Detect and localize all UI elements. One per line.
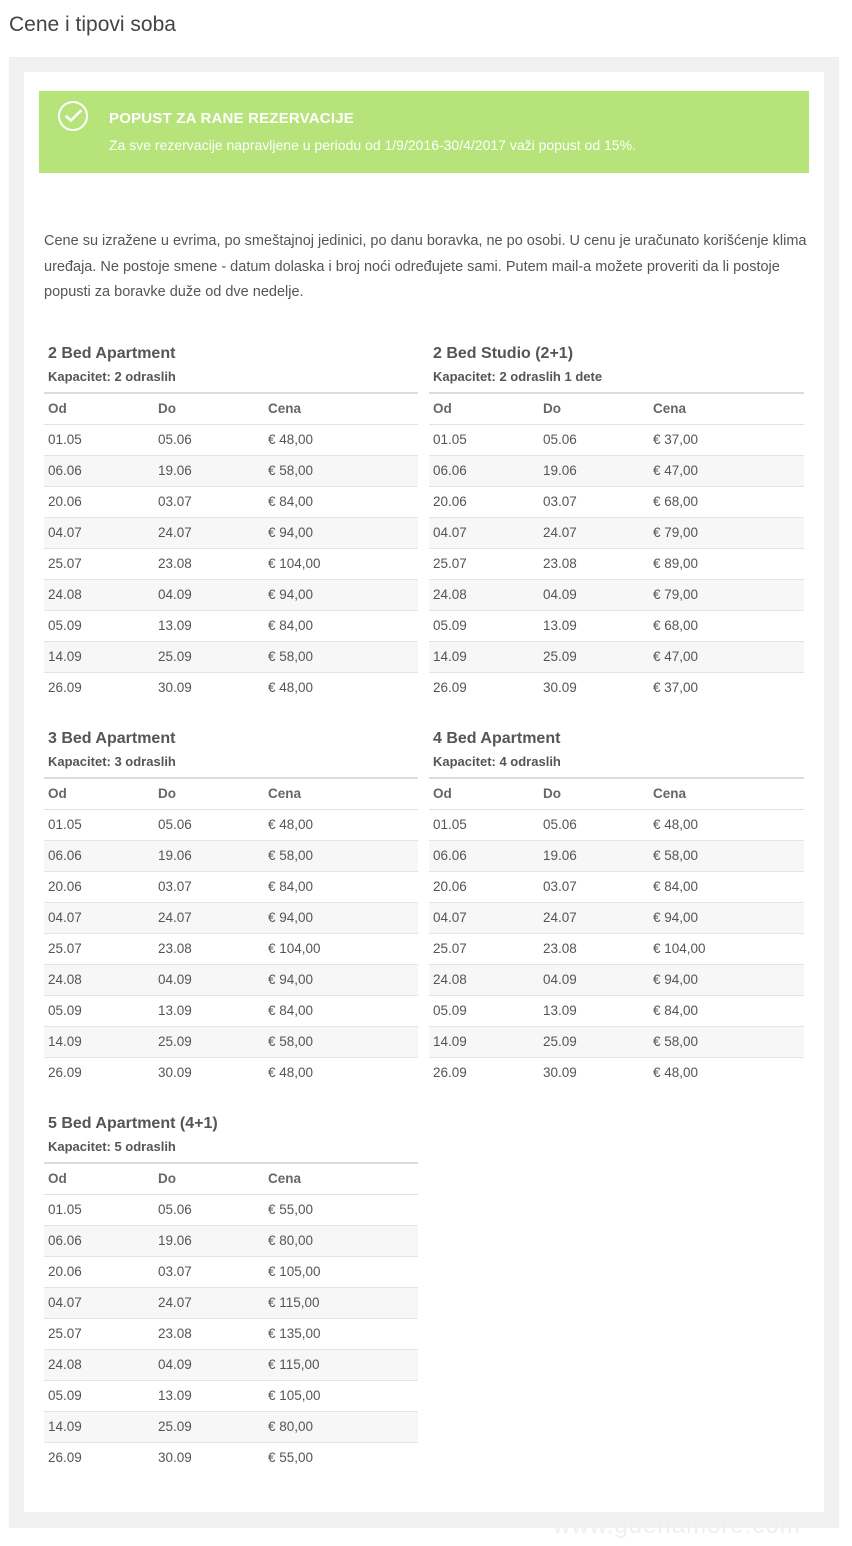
cell-to: 13.09 <box>154 610 264 641</box>
room-capacity: Kapacitet: 2 odraslih 1 dete <box>433 369 603 384</box>
column-header-price: Cena <box>649 393 804 424</box>
cell-to: 03.07 <box>154 871 264 902</box>
cell-price: € 84,00 <box>264 871 418 902</box>
cell-from: 06.06 <box>44 455 154 486</box>
cell-to: 05.06 <box>539 424 649 455</box>
cell-from: 01.05 <box>44 424 154 455</box>
column-header-price: Cena <box>264 1163 418 1194</box>
cell-from: 20.06 <box>429 486 539 517</box>
cell-to: 05.06 <box>154 1194 264 1225</box>
cell-from: 04.07 <box>44 902 154 933</box>
price-table <box>429 777 804 1088</box>
cell-price: € 94,00 <box>264 964 418 995</box>
cell-to: 25.09 <box>154 1411 264 1442</box>
cell-to: 04.09 <box>154 579 264 610</box>
watermark: www.gdenamore.com <box>553 1512 801 1539</box>
table-row <box>44 486 418 517</box>
room-capacity: Kapacitet: 4 odraslih <box>433 754 561 769</box>
cell-to: 24.07 <box>154 1287 264 1318</box>
table-row <box>44 1349 418 1380</box>
cell-price: € 80,00 <box>264 1225 418 1256</box>
cell-price: € 105,00 <box>264 1256 418 1287</box>
cell-to: 13.09 <box>154 995 264 1026</box>
room-4-bed-apartment <box>429 730 804 1090</box>
cell-from: 05.09 <box>44 610 154 641</box>
table-row <box>44 902 418 933</box>
cell-to: 13.09 <box>539 610 649 641</box>
cell-to: 03.07 <box>539 486 649 517</box>
column-header-price: Cena <box>264 393 418 424</box>
cell-price: € 80,00 <box>264 1411 418 1442</box>
cell-from: 14.09 <box>44 1411 154 1442</box>
column-header-from: Od <box>44 393 154 424</box>
cell-to: 13.09 <box>539 995 649 1026</box>
table-row <box>429 517 804 548</box>
cell-to: 25.09 <box>154 1026 264 1057</box>
check-circle-icon <box>58 101 88 131</box>
cell-price: € 58,00 <box>264 455 418 486</box>
cell-price: € 48,00 <box>649 809 804 840</box>
column-header-to: Do <box>154 1163 264 1194</box>
cell-to: 25.09 <box>539 1026 649 1057</box>
cell-to: 25.09 <box>539 641 649 672</box>
cell-from: 24.08 <box>44 964 154 995</box>
column-header-from: Od <box>44 778 154 809</box>
cell-price: € 58,00 <box>264 1026 418 1057</box>
room-title: 5 Bed Apartment (4+1) <box>48 1115 218 1132</box>
cell-price: € 84,00 <box>649 871 804 902</box>
cell-price: € 115,00 <box>264 1349 418 1380</box>
pricing-intro: Cene su izražene u evrima, po smeštajnoj jedinici, po danu boravka, ne po osobi. U cenu je uračunato korišćenje klima uređaja. Ne postoje smene - datum dolaska i broj noći određujete sami. Putem mail-a možete proveriti da li postoje popusti za boravke duže od dve nedelje. <box>44 233 807 300</box>
price-table <box>44 1162 418 1473</box>
table-row <box>44 672 418 703</box>
cell-to: 30.09 <box>158 680 192 696</box>
room-title: 2 Bed Studio (2+1) <box>433 345 574 362</box>
cell-to: 24.07 <box>539 517 649 548</box>
room-2-bed-apartment <box>44 345 418 705</box>
table-row <box>429 579 804 610</box>
cell-price: € 89,00 <box>649 548 804 579</box>
cell-price: € 84,00 <box>264 995 418 1026</box>
cell-from: 06.06 <box>429 840 539 871</box>
cell-to: 23.08 <box>154 933 264 964</box>
table-row <box>429 455 804 486</box>
cell-from: 01.05 <box>44 809 154 840</box>
table-row <box>44 610 418 641</box>
cell-from: 25.07 <box>44 548 154 579</box>
cell-from: 24.08 <box>429 579 539 610</box>
table-row <box>44 1287 418 1318</box>
cell-from: 25.07 <box>429 548 539 579</box>
table-header-row <box>429 778 804 809</box>
cell-price: € 48,00 <box>653 1065 699 1081</box>
cell-price: € 48,00 <box>268 1065 314 1081</box>
cell-to: 04.09 <box>539 579 649 610</box>
table-row <box>44 964 418 995</box>
room-title: 3 Bed Apartment <box>48 730 176 747</box>
cell-from: 01.05 <box>44 1194 154 1225</box>
table-row <box>44 995 418 1026</box>
table-row <box>429 1026 804 1057</box>
table-row <box>429 486 804 517</box>
cell-from: 01.05 <box>429 809 539 840</box>
room-5-bed-apartment <box>44 1115 418 1475</box>
table-row <box>44 1026 418 1057</box>
page-title: Cene i tipovi soba <box>9 13 176 36</box>
cell-price: € 84,00 <box>264 486 418 517</box>
room-capacity: Kapacitet: 3 odraslih <box>48 754 176 769</box>
cell-from: 05.09 <box>429 610 539 641</box>
cell-price: € 48,00 <box>264 809 418 840</box>
table-row <box>429 548 804 579</box>
cell-from: 14.09 <box>44 641 154 672</box>
cell-from: 24.08 <box>44 579 154 610</box>
cell-to: 23.08 <box>154 1318 264 1349</box>
cell-from: 25.07 <box>44 933 154 964</box>
table-row <box>44 1442 418 1473</box>
table-header-row <box>44 393 418 424</box>
cell-price: € 47,00 <box>649 455 804 486</box>
cell-to: 30.09 <box>158 1065 192 1081</box>
cell-price: € 79,00 <box>649 517 804 548</box>
cell-to: 19.06 <box>539 840 649 871</box>
cell-to: 13.09 <box>154 1380 264 1411</box>
cell-from: 06.06 <box>44 1225 154 1256</box>
cell-price: € 55,00 <box>268 1450 314 1466</box>
table-row <box>44 1225 418 1256</box>
cell-price: € 58,00 <box>264 840 418 871</box>
cell-from: 06.06 <box>44 840 154 871</box>
table-header-row <box>44 1163 418 1194</box>
cell-price: € 104,00 <box>264 548 418 579</box>
cell-to: 19.06 <box>154 840 264 871</box>
price-table <box>44 777 418 1088</box>
cell-from: 26.09 <box>433 680 467 696</box>
room-title: 4 Bed Apartment <box>433 730 561 747</box>
cell-to: 19.06 <box>539 455 649 486</box>
room-3-bed-apartment <box>44 730 418 1090</box>
cell-price: € 37,00 <box>653 680 699 696</box>
column-header-price: Cena <box>264 778 418 809</box>
table-row <box>44 641 418 672</box>
cell-price: € 47,00 <box>649 641 804 672</box>
table-row <box>44 455 418 486</box>
table-row <box>44 1194 418 1225</box>
cell-price: € 94,00 <box>264 517 418 548</box>
table-row <box>429 610 804 641</box>
cell-from: 26.09 <box>433 1065 467 1081</box>
cell-from: 20.06 <box>429 871 539 902</box>
cell-price: € 58,00 <box>649 1026 804 1057</box>
cell-from: 26.09 <box>48 1450 82 1466</box>
cell-price: € 115,00 <box>264 1287 418 1318</box>
cell-to: 19.06 <box>154 1225 264 1256</box>
cell-price: € 104,00 <box>649 933 804 964</box>
cell-price: € 104,00 <box>264 933 418 964</box>
column-header-from: Od <box>429 778 539 809</box>
cell-to: 30.09 <box>158 1450 192 1466</box>
cell-to: 24.07 <box>539 902 649 933</box>
cell-from: 20.06 <box>44 1256 154 1287</box>
table-row <box>44 579 418 610</box>
cell-from: 24.08 <box>44 1349 154 1380</box>
table-row <box>44 548 418 579</box>
cell-price: € 48,00 <box>264 424 418 455</box>
cell-to: 30.09 <box>543 1065 577 1081</box>
cell-to: 23.08 <box>539 933 649 964</box>
table-row <box>429 809 804 840</box>
cell-to: 03.07 <box>154 1256 264 1287</box>
table-row <box>44 809 418 840</box>
cell-to: 05.06 <box>154 424 264 455</box>
cell-price: € 48,00 <box>268 680 314 696</box>
cell-from: 04.07 <box>44 1287 154 1318</box>
cell-to: 05.06 <box>154 809 264 840</box>
cell-from: 04.07 <box>429 902 539 933</box>
cell-price: € 94,00 <box>264 579 418 610</box>
table-row <box>429 1057 804 1088</box>
table-row <box>44 424 418 455</box>
room-2-bed-studio <box>429 345 804 705</box>
cell-price: € 94,00 <box>649 902 804 933</box>
column-header-to: Do <box>539 778 649 809</box>
table-row <box>429 424 804 455</box>
price-table <box>429 392 804 703</box>
cell-from: 26.09 <box>48 680 82 696</box>
cell-from: 05.09 <box>429 995 539 1026</box>
cell-price: € 84,00 <box>264 610 418 641</box>
room-title: 2 Bed Apartment <box>48 345 176 362</box>
table-row <box>429 902 804 933</box>
cell-to: 23.08 <box>154 548 264 579</box>
cell-to: 04.09 <box>154 1349 264 1380</box>
cell-to: 23.08 <box>539 548 649 579</box>
table-row <box>44 1380 418 1411</box>
cell-price: € 58,00 <box>264 641 418 672</box>
column-header-to: Do <box>539 393 649 424</box>
cell-price: € 37,00 <box>649 424 804 455</box>
table-row <box>44 1318 418 1349</box>
cell-price: € 68,00 <box>649 486 804 517</box>
table-row <box>44 1057 418 1088</box>
table-row <box>429 933 804 964</box>
cell-from: 04.07 <box>429 517 539 548</box>
column-header-price: Cena <box>649 778 804 809</box>
cell-from: 24.08 <box>429 964 539 995</box>
banner-text: Za sve rezervacije napravljene u periodu od 1/9/2016-30/4/2017 važi popust od 15%. <box>109 137 636 153</box>
room-capacity: Kapacitet: 5 odraslih <box>48 1139 176 1154</box>
cell-to: 24.07 <box>154 902 264 933</box>
cell-to: 03.07 <box>539 871 649 902</box>
cell-price: € 79,00 <box>649 579 804 610</box>
table-row <box>429 672 804 703</box>
column-header-from: Od <box>429 393 539 424</box>
cell-price: € 94,00 <box>264 902 418 933</box>
cell-from: 14.09 <box>44 1026 154 1057</box>
cell-from: 14.09 <box>429 1026 539 1057</box>
cell-from: 04.07 <box>44 517 154 548</box>
cell-from: 20.06 <box>44 871 154 902</box>
table-row <box>44 1256 418 1287</box>
table-row <box>429 840 804 871</box>
cell-price: € 58,00 <box>649 840 804 871</box>
table-row <box>44 933 418 964</box>
room-capacity: Kapacitet: 2 odraslih <box>48 369 176 384</box>
cell-to: 24.07 <box>154 517 264 548</box>
cell-to: 30.09 <box>543 680 577 696</box>
cell-from: 26.09 <box>48 1065 82 1081</box>
table-row <box>429 641 804 672</box>
cell-from: 05.09 <box>44 1380 154 1411</box>
cell-from: 01.05 <box>429 424 539 455</box>
table-row <box>429 871 804 902</box>
table-row <box>429 995 804 1026</box>
table-row <box>44 517 418 548</box>
cell-from: 14.09 <box>429 641 539 672</box>
early-booking-banner <box>39 91 809 173</box>
cell-from: 20.06 <box>44 486 154 517</box>
cell-to: 04.09 <box>154 964 264 995</box>
table-row <box>44 840 418 871</box>
cell-price: € 55,00 <box>264 1194 418 1225</box>
table-header-row <box>429 393 804 424</box>
table-row <box>44 871 418 902</box>
price-table <box>44 392 418 703</box>
cell-price: € 94,00 <box>649 964 804 995</box>
cell-from: 05.09 <box>44 995 154 1026</box>
column-header-to: Do <box>154 778 264 809</box>
cell-from: 25.07 <box>429 933 539 964</box>
table-header-row <box>44 778 418 809</box>
column-header-to: Do <box>154 393 264 424</box>
cell-to: 03.07 <box>154 486 264 517</box>
table-row <box>429 964 804 995</box>
cell-to: 25.09 <box>154 641 264 672</box>
cell-price: € 105,00 <box>264 1380 418 1411</box>
cell-from: 06.06 <box>429 455 539 486</box>
cell-price: € 84,00 <box>649 995 804 1026</box>
cell-to: 19.06 <box>154 455 264 486</box>
column-header-from: Od <box>44 1163 154 1194</box>
cell-price: € 135,00 <box>264 1318 418 1349</box>
banner-title: POPUST ZA RANE REZERVACIJE <box>109 110 354 127</box>
cell-from: 25.07 <box>44 1318 154 1349</box>
cell-to: 05.06 <box>539 809 649 840</box>
cell-price: € 68,00 <box>649 610 804 641</box>
cell-to: 04.09 <box>539 964 649 995</box>
table-row <box>44 1411 418 1442</box>
